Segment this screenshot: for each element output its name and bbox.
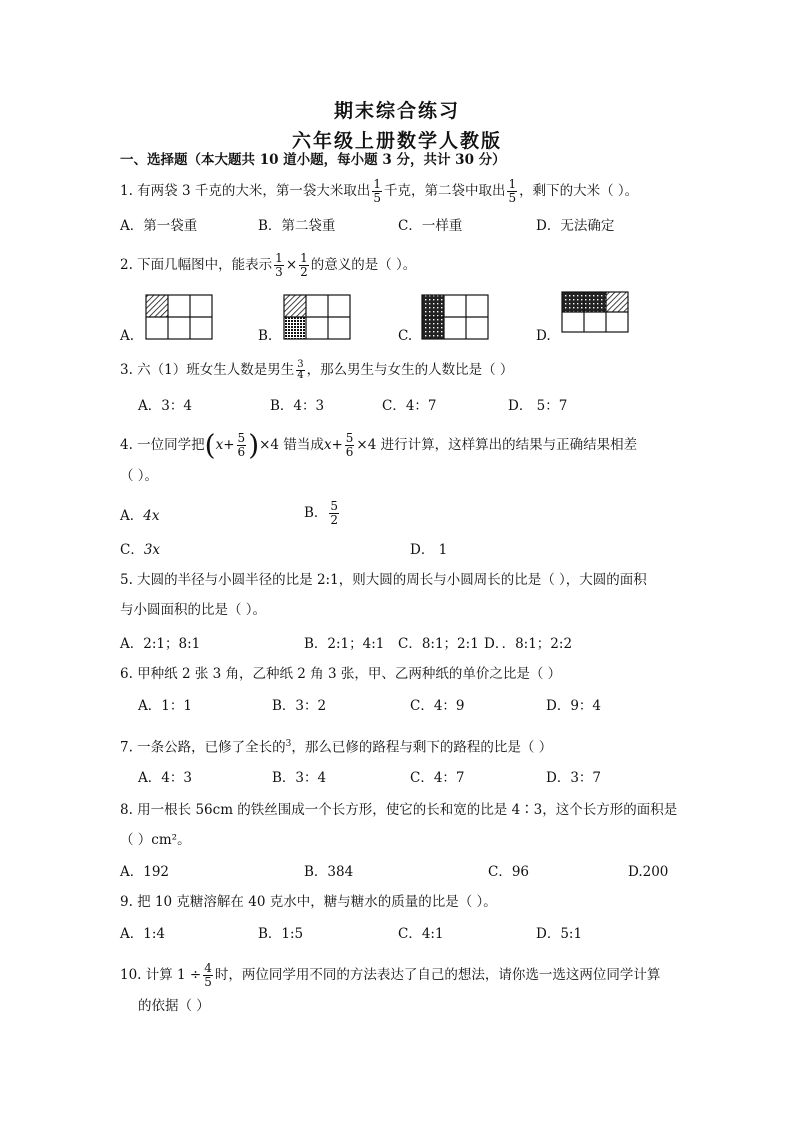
section-heading: 一、选择题（本大题共 10 道小题，每小题 3 分，共计 30 分） [120,152,506,168]
q1-text-a: 1. 有两袋 3 千克的大米，第一袋大米取出 [120,183,371,199]
q7-option-b: B．3：4 [272,770,327,786]
q7-superscript: 3 [285,739,292,749]
q8-option-c: C．96 [488,864,530,880]
q5-line-1: 5. 大圆的半径与小圆半径的比是 2:1，则大圆的周长与小圆周长的比是（ ），大圆的面积 [120,572,647,588]
q8-option-b: B．384 [304,864,354,880]
q4-fraction: $\frac{5}{6}$ [237,431,246,459]
q4-text-a: 4. 一位同学把 [120,437,205,453]
q4-fraction-2: $\frac{5}{6}$ [345,431,354,459]
q7-option-c: C．4：7 [410,770,465,786]
q5-option-a: A．2:1；8:1 [120,636,201,652]
q4-option-a: A．4x [120,508,160,524]
q2-label-c: C. [398,328,413,344]
q3-text-b: ，那么男生与女生的人数比是（ ） [306,362,514,378]
q1-fraction-1: $\frac{1}{5}$ [373,177,381,205]
q10-text-a: 10. 计算 1 ÷ [120,967,202,983]
q8-line-2: （ ）cm²。 [120,832,191,848]
q3-option-b: B．4：3 [270,398,325,414]
q3-text-a: 3. 六（1）班女生人数是男生 [120,362,295,378]
q2-fraction-2: $\frac{1}{2}$ [300,251,308,279]
q9-option-d: D．5:1 [536,926,583,942]
figure-a [146,295,212,339]
q4-right-paren: ) [248,428,260,462]
q4-var-x2: x [323,437,332,453]
question-7 [120,734,552,758]
q4-text-c: ×4 进行计算，这样算出的结果与正确结果相差 [356,437,638,453]
question-2 [120,252,416,279]
figure-d [562,292,628,332]
q9-option-a: A．1:4 [120,926,165,942]
q2-fraction-1: $\frac{1}{3}$ [275,251,283,279]
q9-option-c: C．4:1 [398,926,444,942]
q2-text-b: 的意义的是（ ）。 [310,257,417,273]
q4-option-d: D． 1 [410,542,448,558]
q4-option-b-fraction: $\frac{5}{2}$ [330,499,339,527]
q1-option-d: D．无法确定 [536,218,615,234]
question-1 [120,178,638,205]
q7-text-a: 7. 一条公路，已修了全长的 [120,739,286,756]
q3-option-d: D． 5：7 [508,398,568,414]
q1-option-b: B．第二袋重 [258,218,336,234]
question-3 [120,360,513,381]
page-subtitle: 六年级上册数学人教版 [291,130,502,152]
q8-line-1: 8. 用一根长 56cm 的铁丝围成一个长方形，使它的长和宽的比是 4∶3，这个长方形的面积是 [120,802,678,818]
q1-fraction-2: $\frac{1}{5}$ [508,177,517,205]
q4-var-x: x [215,437,224,453]
q10-line-2: 的依据（ ） [138,998,210,1014]
q7-option-d: D．3：7 [546,770,602,786]
q4-option-b: B． $\frac{5}{2}$ [304,499,339,527]
q10-text-b: 时，两位同学用不同的方法表达了自己的想法，请你选一选这两位同学计算 [214,967,661,983]
question-4 [120,430,637,460]
question-6: 6. 甲种纸 2 张 3 角，乙种纸 2 角 3 张，甲、乙两种纸的单价之比是（ ） [120,666,562,682]
q4-plus: + [223,437,235,453]
q1-text-c: ，剩下的大米（ ）。 [519,183,639,199]
q4-plus2: + [331,437,343,453]
q5-option-d: D．．8:1；2:2 [484,636,573,652]
figure-c [422,295,488,339]
q5-option-b: B．2:1；4:1 [304,636,385,652]
q6-option-c: C．4：9 [410,698,465,714]
question-10 [120,962,660,989]
q3-option-a: A．3：4 [138,398,192,414]
q7-text-b: ，那么已修的路程与剩下的路程的比是（ ） [291,739,553,756]
q2-label-d: D. [536,328,551,344]
q4-text-b: ×4 错当成 [259,437,324,453]
q6-option-a: A．1：1 [138,698,192,714]
q2-times: × [285,257,298,273]
q6-option-b: B．3：2 [272,698,327,714]
q2-label-a: A. [120,328,135,344]
q9-option-b: B．1:5 [258,926,304,942]
question-9: 9. 把 10 克糖溶解在 40 克水中，糖与糖水的质量的比是（ ）。 [120,894,497,910]
q7-option-a: A．4：3 [138,770,192,786]
q3-fraction: $\frac{3}{4}$ [297,359,304,381]
q5-option-c: C．8:1；2:1 [398,636,479,652]
figure-b [284,295,350,339]
q1-option-c: C．一样重 [398,218,463,234]
q5-line-2: 与小圆面积的比是（ ）。 [120,602,267,618]
q4-left-paren: ( [204,428,216,462]
q1-text-b: 千克，第二袋中取出 [383,183,506,199]
q4-option-c: C．3x [120,542,161,558]
q10-fraction: $\frac{4}{5}$ [204,961,212,989]
q2-text-a: 2. 下面几幅图中，能表示 [120,257,273,273]
q2-label-b: B. [258,328,273,344]
q3-option-c: C．4：7 [382,398,437,414]
q1-option-a: A．第一袋重 [120,218,198,234]
q6-option-d: D．9：4 [546,698,602,714]
q8-option-d: D.200 [628,864,669,880]
page-title: 期末综合练习 [333,100,460,122]
q8-option-a: A．192 [120,864,170,880]
q4-answer-blank: （ ）。 [120,468,159,484]
